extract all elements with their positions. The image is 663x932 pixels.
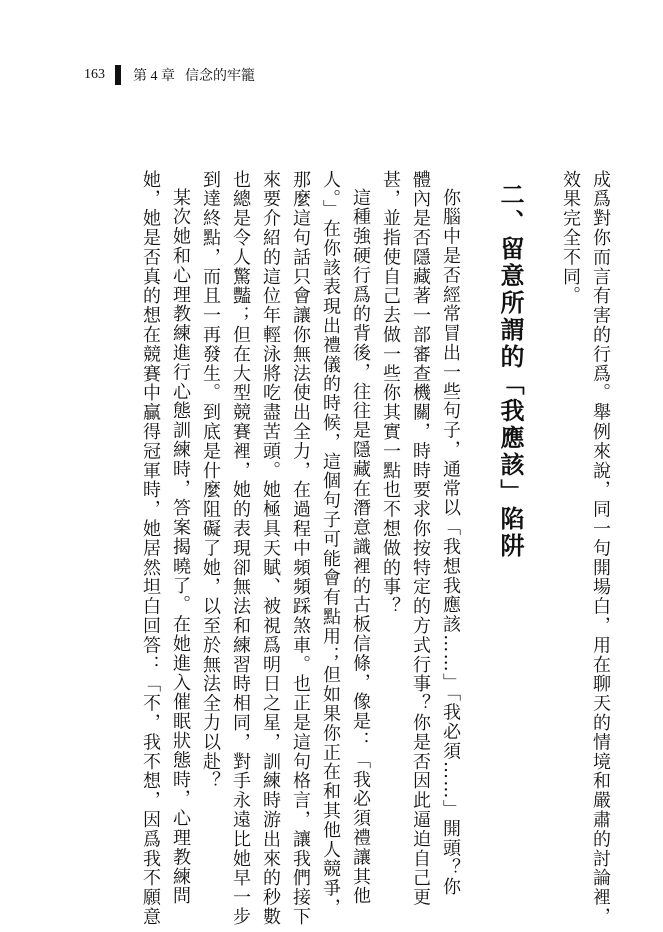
text-line: 來要介紹的這位年輕泳將吃盡苦頭。她極具天賦、被視爲明日之星，訓練時游出來的秒數 (260, 170, 281, 927)
text-line: 甚，並指使自己去做一些你其實一點也不想做的事？ (380, 170, 401, 617)
running-header (84, 64, 255, 86)
section-heading: 二、留意所謂的「我應該」陷阱 (496, 182, 524, 560)
text-line: 某次她和心理教練進行心態訓練時，答案揭曉了。在她進入催眠狀態時，心理教練問 (170, 188, 191, 906)
text-line: 效果完全不同。 (560, 170, 581, 306)
text-line: 成爲對你而言有害的行爲。舉例來說，同一句開場白，用在聊天的情境和嚴肅的討論裡， (590, 170, 611, 927)
text-line: 她，她是否真的想在競賽中贏得冠軍時，她居然坦白回答：「不，我不想，因爲我不願意 (140, 170, 161, 927)
text-line: 這種強硬行爲的背後，往往是隱藏在潛意識裡的古板信條，像是：「我必須禮讓其他 (350, 188, 371, 906)
text-line: 體內是否隱藏著一部審查機關，時時要求你按特定的方式行事？你是否因此逼迫自己更 (410, 170, 431, 908)
text-line: 那麼這句話只會讓你無法使出全力，在過程中頻頻踩煞車。也正是這句格言，讓我們接下 (290, 170, 311, 927)
page-number: 163 (84, 67, 105, 82)
text-line: 你腦中是否經常冒出一些句子，通常以「我想我應該……」「我必須……」開頭？你 (440, 188, 461, 897)
text-line: 也總是令人驚豔；但在大型競賽裡，她的表現卻無法和練習時相同，對手永遠比她早一步 (230, 170, 251, 927)
vertical-text-body (55, 170, 615, 927)
header-divider-bar (115, 65, 121, 85)
text-line: 到達終點，而且一再發生。到底是什麼阻礙了她，以至於無法全力以赴？ (200, 170, 221, 791)
chapter-title: 信念的牢籠 (185, 69, 255, 84)
text-line: 人。」在你該表現出禮儀的時候，這個句子可能會有點用；但如果你正在和其他人競爭， (320, 170, 341, 918)
chapter-number: 第 4 章 (133, 69, 175, 84)
